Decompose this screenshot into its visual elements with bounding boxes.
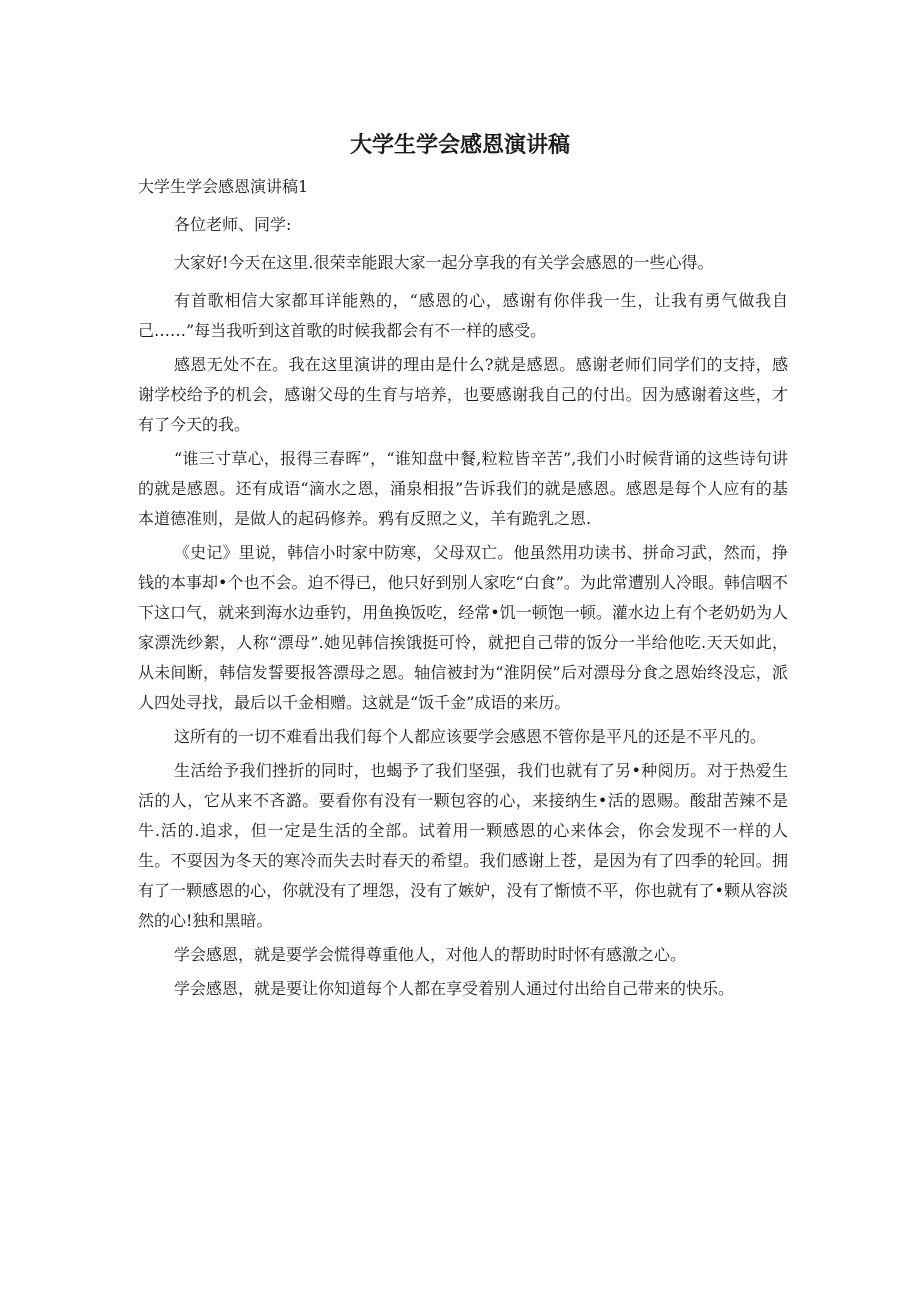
paragraph: 《史记》里说，韩信小时家中防寒，父母双亡。他虽然用功读书、拼命习武，然而，挣钱的本事却•个也不会。迫不得已，他只好到别人家吃“白食”。为此常遭别人冷眼。韩信咽不下这口气，就来到海水边垂钓，用鱼换饭吃，经常•饥一顿饱一顿。灌水边上有个老奶奶为人家漂洗纱絮，人称“漂母”.她见韩信挨饿挺可怜，就把自己带的饭分一半给他吃.天天如此，从未间断，韩信发誓要报答漂母之恩。轴信被封为“淮阴侯”后对漂母分食之恩始终没忘，派人四处寻找，最后以千金相赠。这就是“饭千金”成语的来历。 (138, 543, 788, 712)
paragraph: 有首歌相信大家都耳详能熟的，“感恩的心，感谢有你伴我一生，让我有勇气做我自己……”每当我听到这首歌的时候我都会有不一样的感受。 (138, 291, 788, 340)
document-title: 大学生学会感恩演讲稿 (349, 133, 570, 158)
paragraph: 这所有的一切不难看出我们每个人都应该要学会感恩不管你是平凡的还是不平凡的。 (174, 727, 767, 746)
paragraph: “谁三寸草心，报得三春晖”，“谁知盘中餐,粒粒皆辛苦”,我们小时候背诵的这些诗句讲的就是感恩。还有成语“滴水之恩，涌泉相报”告诉我们的就是感恩。感恩是每个人应有的基本道德准则，是做人的起码修养。鸦有反照之义，羊有跪乳之恩. (138, 449, 788, 528)
paragraph: 大家好!今天在这里.很荣幸能跟大家一起分享我的有关学会感恩的一些心得。 (174, 253, 714, 272)
document-body (138, 210, 788, 1008)
paragraph: 各位老师、同学: (174, 215, 292, 234)
paragraph: 生活给予我们挫折的同时，也蝎予了我们坚强，我们也就有了另•种阅历。对于热爱生活的人，它从来不吝潞。要看你有没有一颗包容的心，来接纳生•活的恩赐。酸甜苦辣不是牛.活的.追求，但一定是生活的全部。试着用一颗感恩的心来体会，你会发现不一样的人生。不耍因为冬天的寒冷而失去时春天的希望。我们感谢上苍，是因为有了四季的轮回。拥有了一颗感恩的心，你就没有了埋怨，没有了嫉妒，没有了惭愤不平，你也就有了•颗从容淡然的心!独和黑暗。 (138, 761, 788, 930)
document-subtitle: 大学生学会感恩演讲稿1 (138, 177, 309, 196)
paragraph: 学会感恩，就是要学会慌得尊重他人，对他人的帮助时时怀有感激之心。 (174, 945, 687, 964)
paragraph: 感恩无处不在。我在这里演讲的理由是什么?就是感恩。感谢老师们同学们的支持，感谢学校给予的机会，感谢父母的生育与培养，也要感谢我自己的付出。因为感谢着这些，才有了今天的我。 (138, 355, 788, 434)
paragraph: 学会感恩，就是要让你知道每个人都在享受着别人通过付出给自己带来的快乐。 (174, 979, 735, 998)
